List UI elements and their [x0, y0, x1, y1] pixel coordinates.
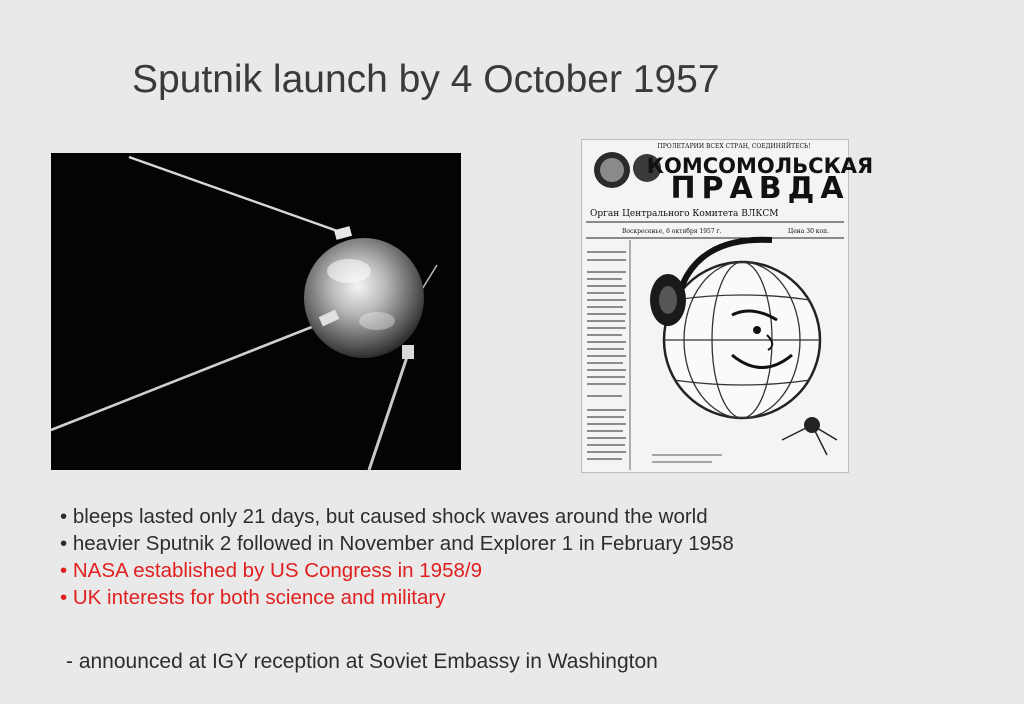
slide-title: Sputnik launch by 4 October 1957	[132, 58, 720, 101]
newspaper-slogan: ПРОЛЕТАРИИ ВСЕХ СТРАН, СОЕДИНЯЙТЕСЬ!	[657, 143, 811, 150]
newspaper-masthead-1: КОМСОМОЛЬСКАЯ	[646, 154, 874, 178]
newspaper-masthead-2: ПРАВДА	[670, 171, 850, 206]
newspaper-subtitle: Орган Центрального Комитета ВЛКСМ	[590, 209, 779, 219]
bullet-item: • NASA established by US Congress in 1958/9	[60, 559, 482, 582]
bullet-list	[60, 503, 734, 611]
newspaper-date: Воскресенье, 6 октября 1957 г.	[622, 228, 722, 235]
footnote: - announced at IGY reception at Soviet Embassy in Washington	[66, 650, 658, 673]
newspaper-price: Цена 30 коп.	[788, 228, 830, 235]
bullet-item: • heavier Sputnik 2 followed in November and Explorer 1 in February 1958	[60, 532, 734, 555]
bullet-item: • bleeps lasted only 21 days, but caused shock waves around the world	[60, 505, 708, 528]
sputnik-photo	[51, 153, 461, 470]
bullet-item: • UK interests for both science and military	[60, 586, 446, 609]
komsomolskaya-pravda-newspaper	[581, 139, 874, 473]
